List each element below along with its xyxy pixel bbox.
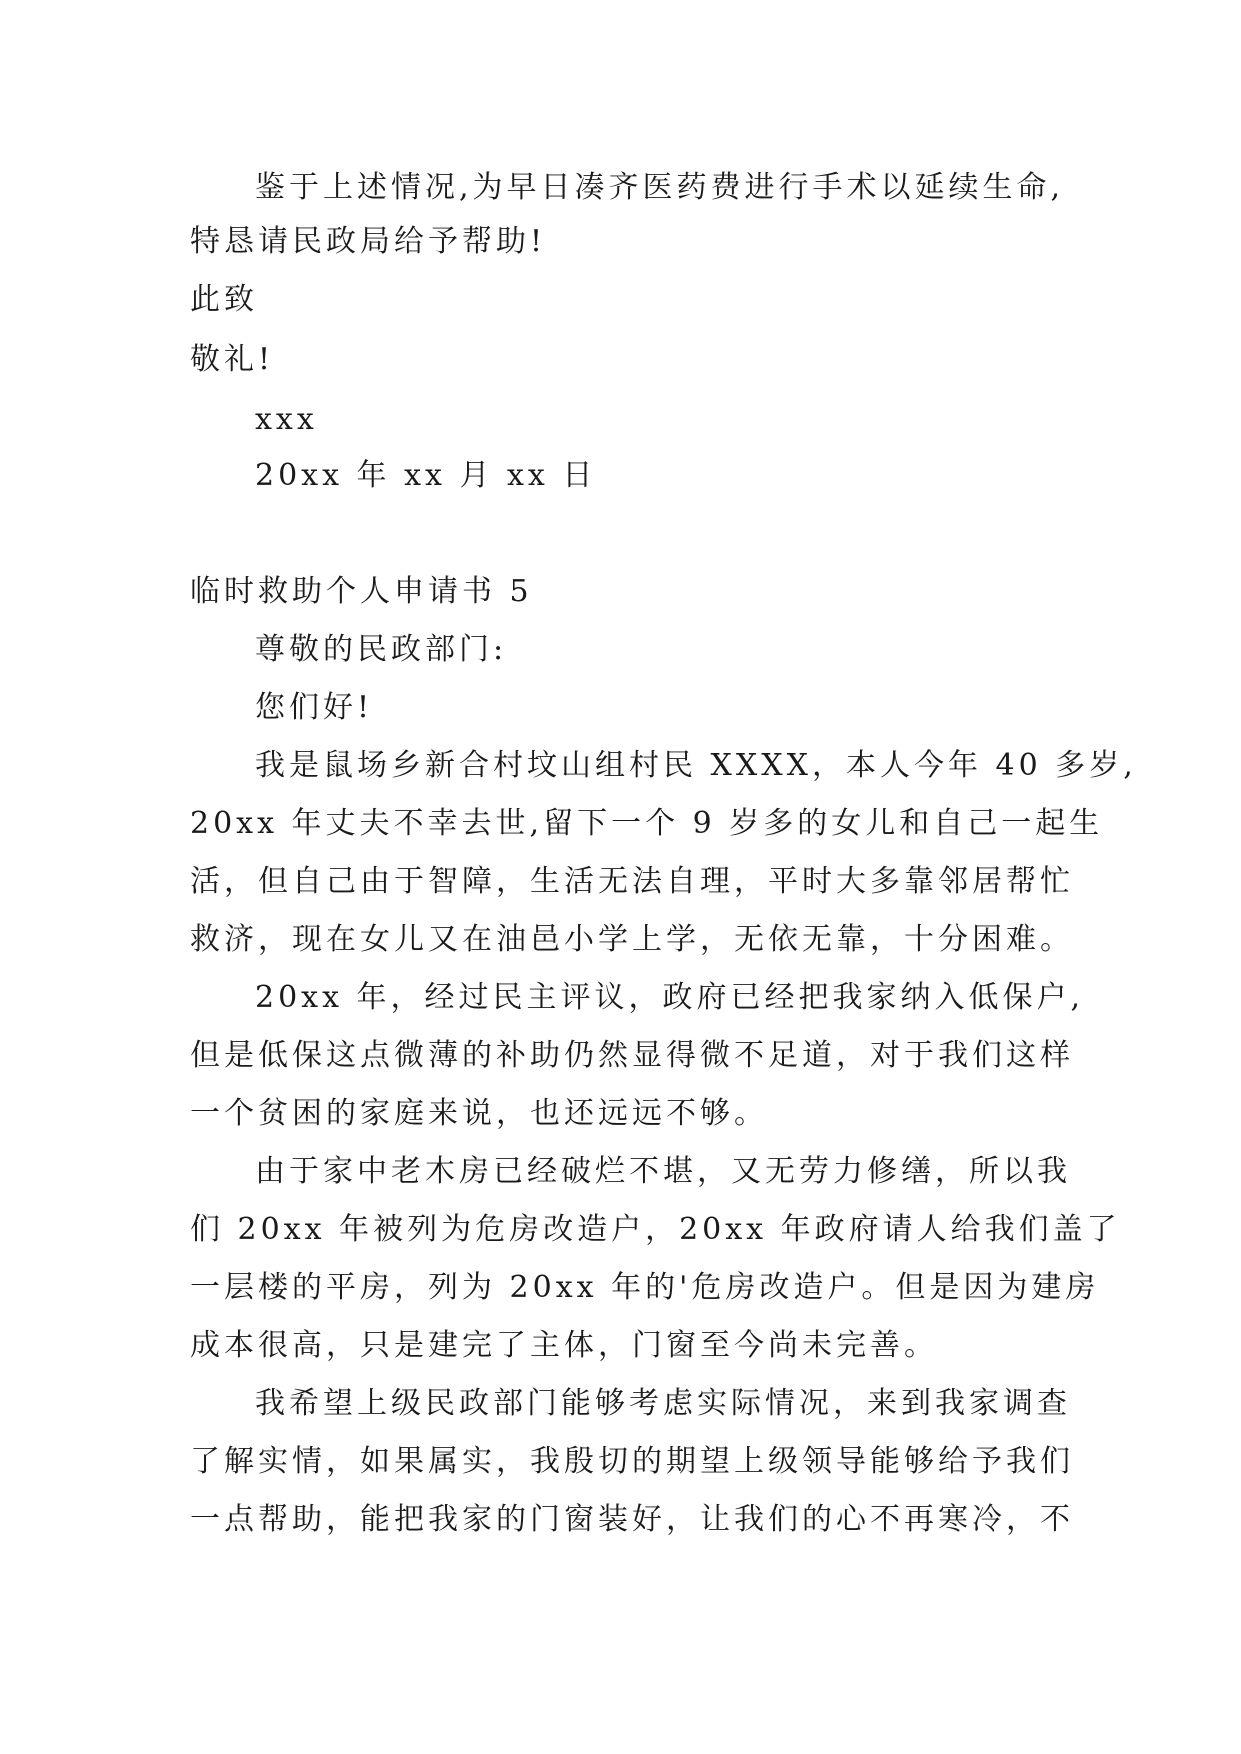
paragraph-line: 由于家中老木房已经破烂不堪，又无劳力修缮，所以我 bbox=[255, 1154, 1071, 1189]
paragraph-line: 了解实情，如果属实，我殷切的期望上级领导能够给予我们 bbox=[190, 1444, 1074, 1479]
paragraph-line: 救济，现在女儿又在油邑小学上学，无依无靠，十分困难。 bbox=[190, 922, 1074, 957]
signer-name: xxx bbox=[255, 402, 318, 437]
closing-line-2: 敬礼! bbox=[190, 342, 275, 377]
paragraph-line: 但是低保这点微薄的补助仍然显得微不足道，对于我们这样 bbox=[190, 1038, 1074, 1073]
paragraph-line: 我希望上级民政部门能够考虑实际情况，来到我家调查 bbox=[255, 1386, 1071, 1421]
salutation: 尊敬的民政部门: bbox=[255, 632, 508, 667]
closing-line-1: 此致 bbox=[190, 282, 258, 317]
prev-paragraph-line-2: 特恳请民政局给予帮助! bbox=[190, 224, 547, 259]
section-title: 临时救助个人申请书 5 bbox=[190, 574, 533, 609]
paragraph-line: 20xx 年，经过民主评议，政府已经把我家纳入低保户, bbox=[255, 980, 1085, 1015]
paragraph-line: 一点帮助，能把我家的门窗装好，让我们的心不再寒冷，不 bbox=[190, 1502, 1074, 1537]
paragraph-line: 我是鼠场乡新合村坟山组村民 XXXX，本人今年 40 多岁, bbox=[255, 748, 1137, 783]
paragraph-line: 成本很高，只是建完了主体，门窗至今尚未完善。 bbox=[190, 1328, 938, 1363]
paragraph-line: 活，但自己由于智障，生活无法自理，平时大多靠邻居帮忙 bbox=[190, 864, 1074, 899]
greeting: 您们好! bbox=[255, 690, 374, 725]
paragraph-line: 们 20xx 年被列为危房改造户，20xx 年政府请人给我们盖了 bbox=[190, 1212, 1121, 1247]
paragraph-line: 20xx 年丈夫不幸去世,留下一个 9 岁多的女儿和自己一起生 bbox=[190, 806, 1104, 841]
paragraph-line: 一个贫困的家庭来说，也还远远不够。 bbox=[190, 1096, 768, 1131]
signature-date: 20xx 年 xx 月 xx 日 bbox=[255, 458, 597, 493]
prev-paragraph-line-1: 鉴于上述情况,为早日凑齐医药费进行手术以延续生命, bbox=[255, 170, 1065, 205]
paragraph-line: 一层楼的平房，列为 20xx 年的'危房改造户。但是因为建房 bbox=[190, 1270, 1100, 1305]
